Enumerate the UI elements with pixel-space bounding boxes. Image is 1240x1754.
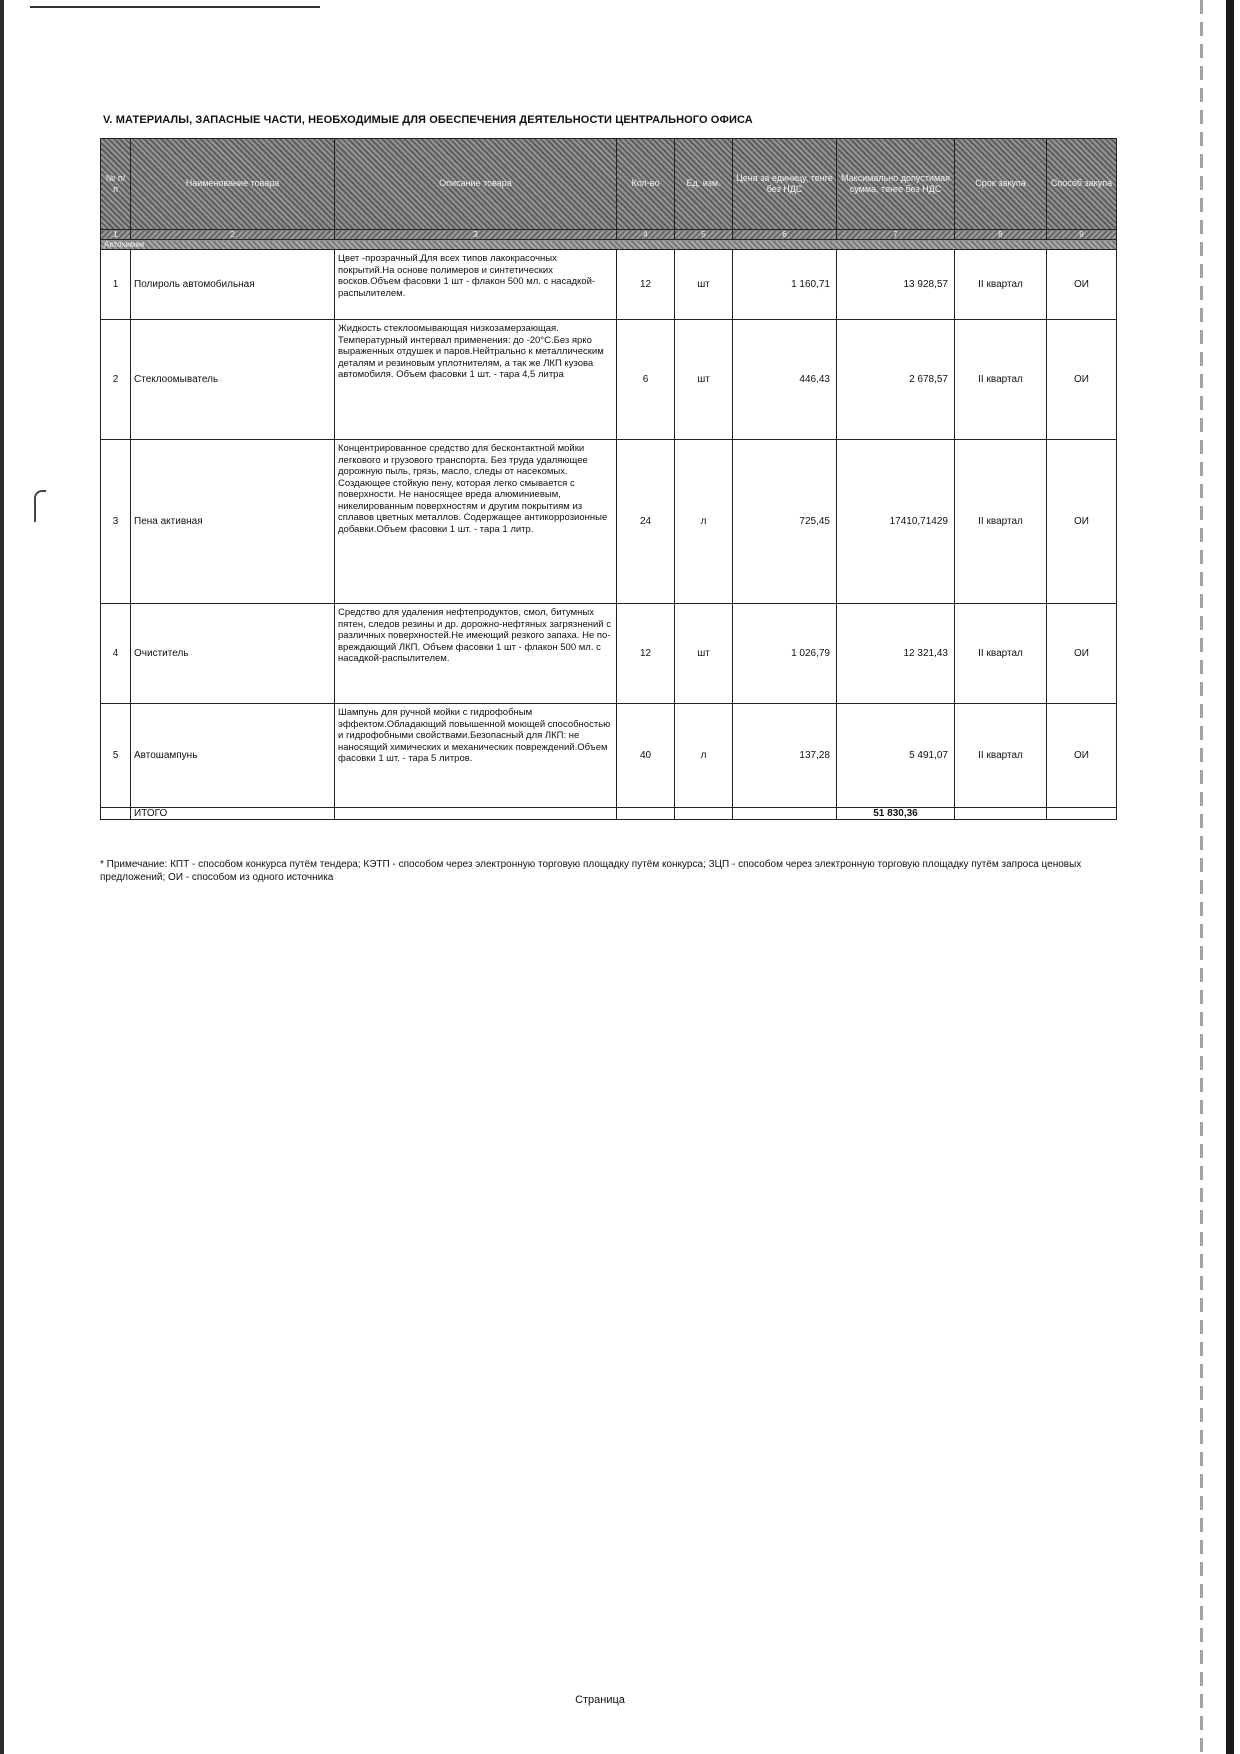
row-sum: 12 321,43 <box>837 604 955 704</box>
row-num: 3 <box>101 440 131 604</box>
row-price: 725,45 <box>733 440 837 604</box>
row-method: ОИ <box>1047 320 1117 440</box>
row-term: II квартал <box>955 604 1047 704</box>
column-number-row <box>101 230 1117 240</box>
total-empty-cell <box>101 808 131 820</box>
row-description: Шампунь для ручной мойки с гидрофобным эффектом.Обладающий повышенной моющей способностью и гидрофобными свойствами.Безопасный для ЛКП: не наносящий химических и механических повреждений.Объем фасовки 1 шт. - тара 5 литров. <box>335 704 617 808</box>
scan-edge-left <box>0 0 4 1754</box>
row-name: Очиститель <box>131 604 335 704</box>
header-cell-unit: Ед. изм. <box>675 139 733 230</box>
row-num: 4 <box>101 604 131 704</box>
row-description: Средство для удаления нефтепродуктов, смол, битумных пятен, следов резины и др. дорожно-нефтяных загрязнений с различных поверхностей.Не имеющий резкого запаха. Не по- вреждающий ЛКП. Объем фасовки 1 шт - флакон 500 мл. с насадкой-распылителем. <box>335 604 617 704</box>
table-row <box>101 440 1117 604</box>
row-term: II квартал <box>955 250 1047 320</box>
row-term: II квартал <box>955 320 1047 440</box>
scan-edge-right <box>1200 0 1203 1754</box>
row-name: Стеклоомыватель <box>131 320 335 440</box>
column-number: 3 <box>335 230 617 240</box>
scan-edge-top <box>30 6 320 8</box>
column-number: 7 <box>837 230 955 240</box>
row-qty: 40 <box>617 704 675 808</box>
procurement-table <box>100 138 1117 820</box>
table-header-row <box>101 139 1117 230</box>
total-empty-cell <box>955 808 1047 820</box>
page-label: Страница <box>575 1694 625 1706</box>
row-qty: 12 <box>617 250 675 320</box>
header-cell-price: Цена за единицу, тенге без НДС <box>733 139 837 230</box>
total-empty-cell <box>733 808 837 820</box>
row-method: ОИ <box>1047 250 1117 320</box>
header-cell-description: Описание товара <box>335 139 617 230</box>
header-cell-num: № п/п <box>101 139 131 230</box>
row-name: Автошампунь <box>131 704 335 808</box>
row-sum: 17410,71429 <box>837 440 955 604</box>
row-method: ОИ <box>1047 440 1117 604</box>
header-cell-method: Способ закупа <box>1047 139 1117 230</box>
row-price: 1 160,71 <box>733 250 837 320</box>
row-term: II квартал <box>955 704 1047 808</box>
table-row <box>101 250 1117 320</box>
row-sum: 13 928,57 <box>837 250 955 320</box>
header-cell-sum: Максимально допустимая сумма, тенге без НДС <box>837 139 955 230</box>
total-empty-cell <box>335 808 617 820</box>
row-price: 446,43 <box>733 320 837 440</box>
row-method: ОИ <box>1047 704 1117 808</box>
column-number: 5 <box>675 230 733 240</box>
row-unit: шт <box>675 250 733 320</box>
row-sum: 5 491,07 <box>837 704 955 808</box>
row-num: 5 <box>101 704 131 808</box>
section-title: V. МАТЕРИАЛЫ, ЗАПАСНЫЕ ЧАСТИ, НЕОБХОДИМЫЕ ДЛЯ ОБЕСПЕЧЕНИЯ ДЕЯТЕЛЬНОСТИ ЦЕНТРАЛЬНОГО ОФИСА <box>103 114 753 126</box>
row-qty: 6 <box>617 320 675 440</box>
group-label: Автохимия <box>101 240 1117 250</box>
row-unit: шт <box>675 320 733 440</box>
row-unit: л <box>675 440 733 604</box>
column-number: 9 <box>1047 230 1117 240</box>
total-empty-cell <box>617 808 675 820</box>
row-name: Пена активная <box>131 440 335 604</box>
row-sum: 2 678,57 <box>837 320 955 440</box>
column-number: 4 <box>617 230 675 240</box>
group-row <box>101 240 1117 250</box>
total-sum: 51 830,36 <box>837 808 955 820</box>
footnote: * Примечание: КПТ - способом конкурса путём тендера; КЭТП - способом через электронную торговую площадку путём конкурса; ЗЦП - способом через электронную торговую площадку путём запроса ценовых предложений; ОИ - способом из одного источника <box>100 859 1082 883</box>
header-cell-qty: Кол-во <box>617 139 675 230</box>
row-price: 1 026,79 <box>733 604 837 704</box>
header-cell-name: Наименование товара <box>131 139 335 230</box>
row-name: Полироль автомобильная <box>131 250 335 320</box>
scan-edge-right-dark <box>1226 0 1234 1754</box>
row-num: 2 <box>101 320 131 440</box>
total-empty-cell <box>1047 808 1117 820</box>
total-row <box>101 808 1117 820</box>
row-unit: л <box>675 704 733 808</box>
row-price: 137,28 <box>733 704 837 808</box>
row-description: Цвет -прозрачный.Для всех типов лакокрасочных покрытий.На основе полимеров и синтетических восков.Объем фасовки 1 шт - флакон 500 мл. с насадкой-распылителем. <box>335 250 617 320</box>
table-row <box>101 320 1117 440</box>
row-qty: 12 <box>617 604 675 704</box>
procurement-table-wrapper <box>100 138 1116 820</box>
column-number: 8 <box>955 230 1047 240</box>
column-number: 1 <box>101 230 131 240</box>
row-num: 1 <box>101 250 131 320</box>
table-row <box>101 604 1117 704</box>
column-number: 2 <box>131 230 335 240</box>
total-empty-cell <box>675 808 733 820</box>
scan-mark <box>34 490 46 522</box>
row-qty: 24 <box>617 440 675 604</box>
header-cell-term: Срок закупа <box>955 139 1047 230</box>
total-label: ИТОГО <box>131 808 335 820</box>
table-row <box>101 704 1117 808</box>
row-method: ОИ <box>1047 604 1117 704</box>
row-unit: шт <box>675 604 733 704</box>
row-term: II квартал <box>955 440 1047 604</box>
row-description: Жидкость стеклоомывающая низкозамерзающая. Температурный интервал применения: до -20°С.Без ярко выраженных отдушек и паров.Нейтрально к металлическим деталям и резиновым уплотнителям, а так же ЛКП кузова автомобиля. Объем фасовки 1 шт. - тара 4,5 литра <box>335 320 617 440</box>
row-description: Концентрированное средство для бесконтактной мойки легкового и грузового транспорта. Без труда удаляющее дорожную пыль, грязь, масло, следы от насекомых. Создающее стойкую пену, которая легко смывается с поверхности. Не наносящее вреда алюминиевым, никелированным поверхностям и другим покрытиям из сплавов цветных металлов. Содержащее антикоррозионные добавки.Объем фасовки 1 шт. - тара 1 литр. <box>335 440 617 604</box>
column-number: 6 <box>733 230 837 240</box>
